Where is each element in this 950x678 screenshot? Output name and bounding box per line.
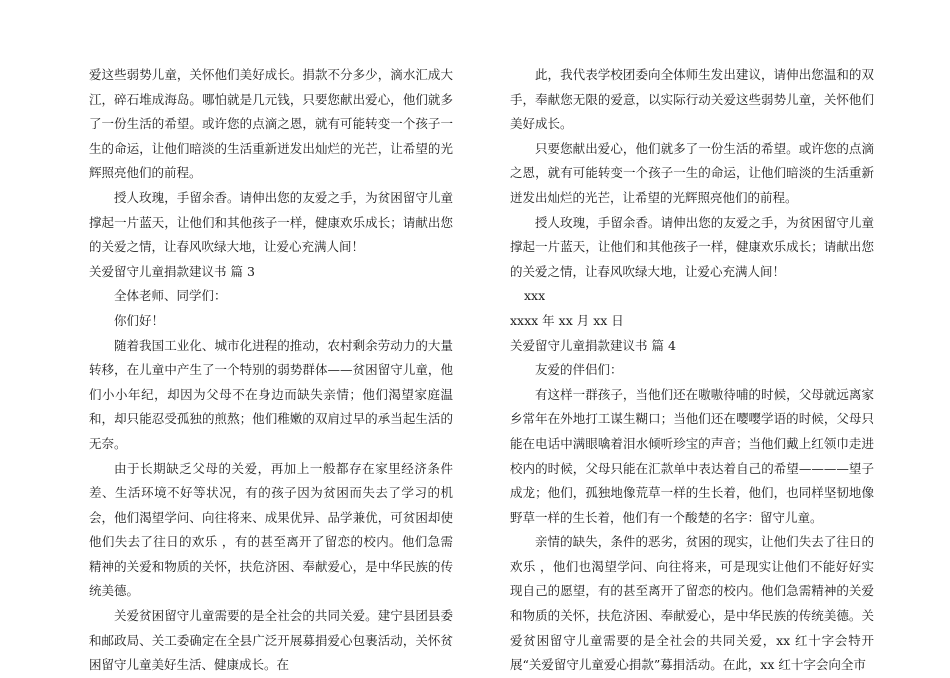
salutation: 全体老师、同学们： — [114, 288, 227, 304]
signature: xxx — [524, 288, 546, 304]
paragraph: 由于长期缺乏父母的关爱，再加上一般都存在家里经济条件差、生活环境不好等状况，有的孩子因为贫困而失去了学习的机会，他们渴望学问、向往将来、成果优异、品学兼优，可贫困却使他们失去了往日的欢乐 ，有的甚至离开了留恋的校内。他们急需精神的关爱和物质的关怀，扶危济困、奉献爱心，是中华民族的传统美德。 — [89, 460, 453, 599]
paragraph: 授人玫瑰，手留余香。请伸出您的友爱之手，为贫困留守儿童撑起一片蓝天，让他们和其他孩子一样，健康欢乐成长；请献出您的关爱之情，让春风吹绿大地，让爱心充满人间！ — [510, 214, 874, 279]
paragraph: 只要您献出爱心，他们就多了一份生活的希望。或许您的点滴之恩，就有可能转变一个孩子一生的命运，让他们暗淡的生活重新迸发出灿烂的光芒，让希望的光辉照亮他们的前程。 — [510, 140, 874, 205]
paragraph: 此，我代表学校团委向全体师生发出建议，请伸出您温和的双手，奉献您无限的爱意，以实际行动关爱这些弱势儿童，关怀他们美好成长。 — [510, 67, 874, 132]
paragraph: 关爱贫困留守儿童需要的是全社会的共同关爱。建宁县团县委和邮政局、关工委确定在全县广泛开展募捐爱心包裹活动，关怀贫困留守儿童美好生活、健康成长。在 — [89, 608, 453, 673]
paragraph: 授人玫瑰，手留余香。请伸出您的友爱之手，为贫困留守儿童撑起一片蓝天，让他们和其他孩子一样，健康欢乐成长；请献出您的关爱之情，让春风吹绿大地，让爱心充满人间！ — [89, 189, 453, 255]
paragraph: 随着我国工业化、城市化进程的推动，农村剩余劳动力的大量转移，在儿童中产生了一个特别的弱势群体——贫困留守儿童，他们小小年纪，却因为父母不在身边而缺失亲情；他们渴望家庭温和，却只能忍受孤独的煎熬；他们稚嫩的双肩过早的承当起生活的无奈。 — [89, 337, 453, 451]
section-heading: 关爱留守儿童捐款建议书 篇 3 — [89, 263, 255, 279]
paragraph: 亲情的缺失，条件的恶劣，贫困的现实，让他们失去了往日的欢乐 ，他们也渴望学问、向往将来，可是现实让他们不能好好实现自己的愿望，有的甚至离开了留恋的校内。他们急需精神的关爱和物质的关怀，扶危济困、奉献爱心，是中华民族的传统美德。关爱贫困留守儿童需要的是全社会的共同关爱，xx 红十字会特开展“关爱留守儿童爱心捐款”募捐活动。在此，xx 红十字会向全市 — [510, 534, 874, 673]
date-line: xxxx 年 xx 月 xx 日 — [510, 312, 624, 328]
salutation: 友爱的伴侣们： — [535, 362, 623, 378]
paragraph: 有这样一群孩子，当他们还在嗷嗷待哺的时候，父母就远离家乡常年在外地打工谋生糊口；当他们还在嘤嘤学语的时候，父母只能在电话中满眼噙着泪水倾听珍宝的声音；当他们戴上红领巾走进校内的时候，父母只能在汇款单中表达着自己的希望————望子成龙；他们，孤独地像荒草一样的生长着，他们，也同样坚韧地像野草一样的生长着，他们有一个酸楚的名字：留守儿童。 — [510, 386, 874, 525]
section-heading: 关爱留守儿童捐款建议书 篇 4 — [510, 337, 676, 353]
left-column — [89, 63, 453, 678]
right-column — [510, 63, 874, 678]
paragraph: 爱这些弱势儿童，关怀他们美好成长。捐款不分多少，滴水汇成大江，碎石堆成海岛。哪怕就是几元钱，只要您献出爱心，他们就多了一份生活的希望。或许您的点滴之恩，就有可能转变一个孩子一生的命运，让他们暗淡的生活重新迸发出灿烂的光芒，让希望的光辉照亮他们的前程。 — [89, 67, 453, 181]
greeting: 你们好！ — [114, 312, 165, 328]
